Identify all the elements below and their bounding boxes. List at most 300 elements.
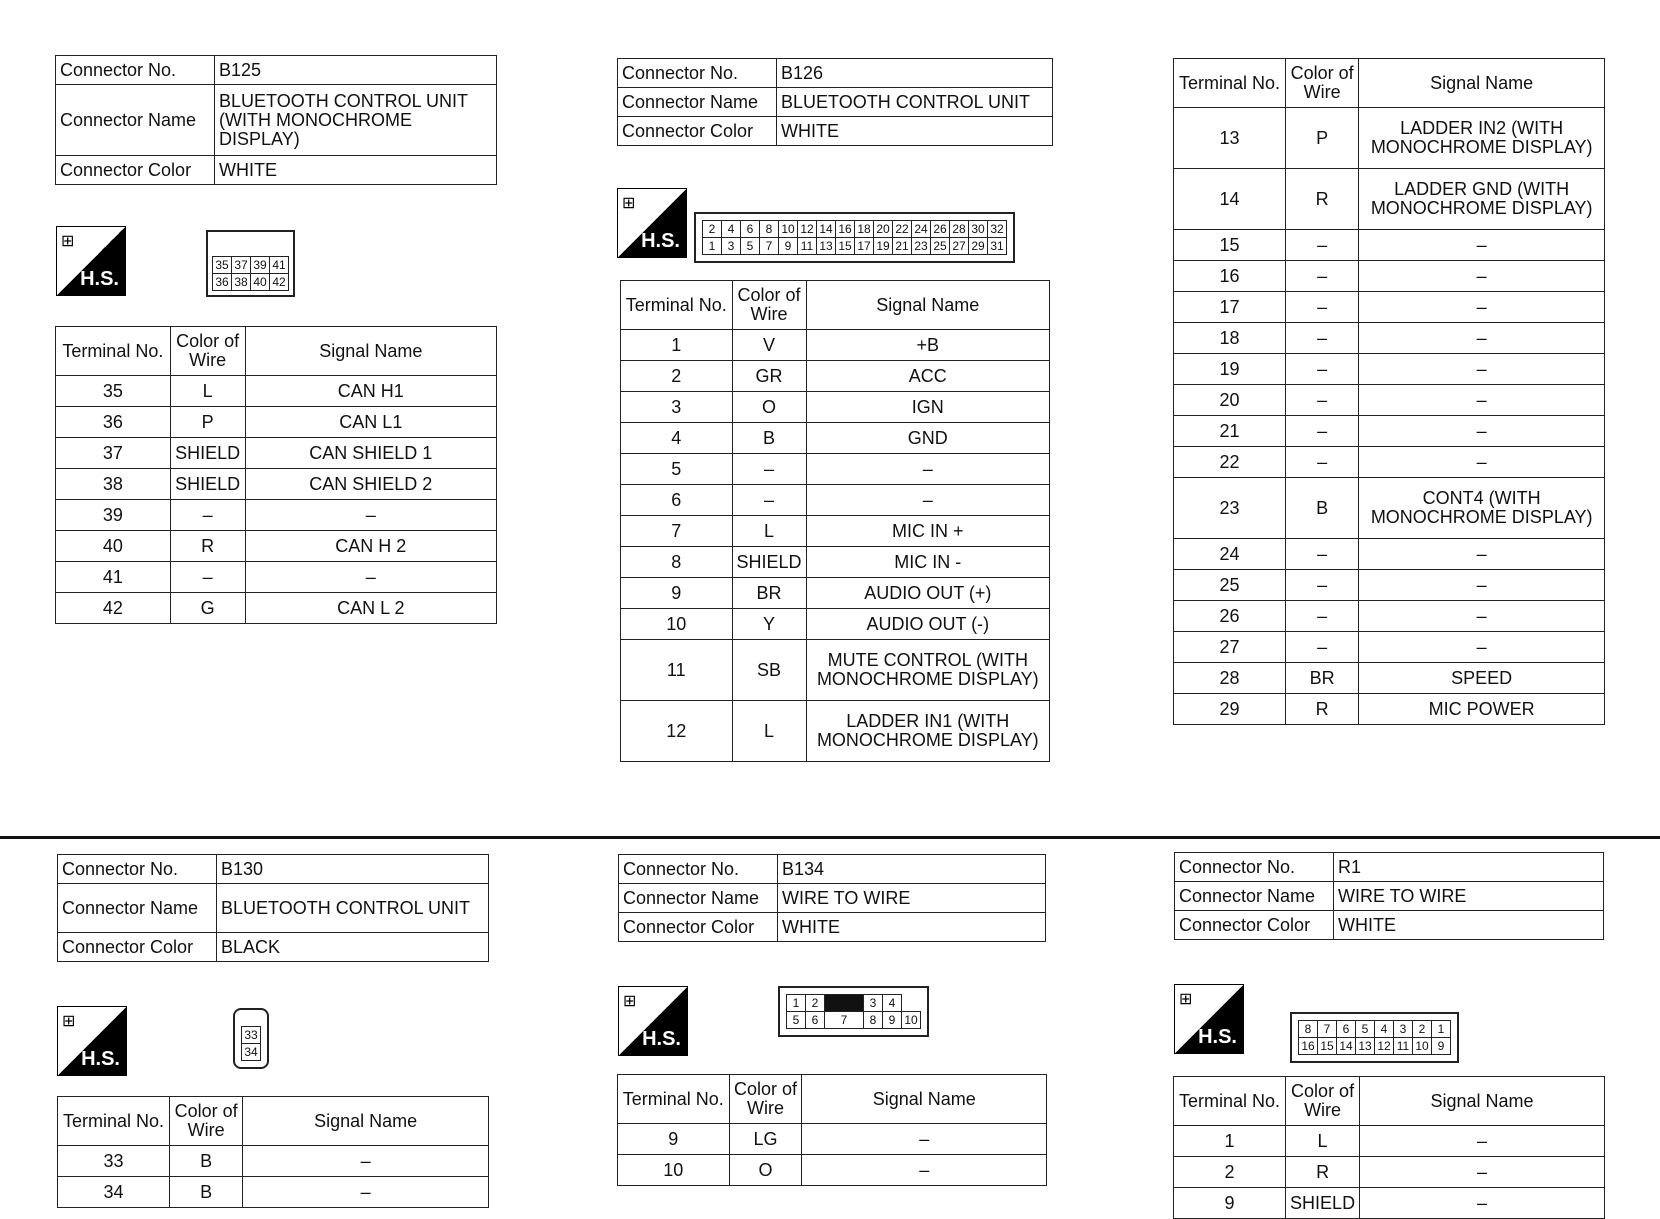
pin-cell: 17 <box>855 238 874 255</box>
label-connector-name: Connector Name <box>1175 882 1334 911</box>
pin-row-top <box>703 221 1007 238</box>
pin-cell: 8 <box>864 1012 883 1029</box>
table-row <box>1174 385 1605 416</box>
wire-color-cell: – <box>732 485 806 516</box>
wire-color-cell: – <box>1286 354 1359 385</box>
header-terminal-no: Terminal No. <box>56 327 171 376</box>
terminal-no-cell: 24 <box>1174 539 1286 570</box>
terminal-no-cell: 26 <box>1174 601 1286 632</box>
label-connector-no: Connector No. <box>618 59 777 88</box>
pin-cell: 32 <box>988 221 1007 238</box>
header-color-of-wire: Color of Wire <box>732 281 806 330</box>
pin-cell: 23 <box>912 238 931 255</box>
table-row <box>621 640 1050 701</box>
terminal-no-cell: 9 <box>1174 1188 1286 1219</box>
pin-cell: 8 <box>760 221 779 238</box>
terminal-no-cell: 1 <box>621 330 733 361</box>
pin-cell: 8 <box>1299 1021 1318 1038</box>
signal-name-cell: LADDER IN2 (WITH MONOCHROME DISPLAY) <box>1359 108 1605 169</box>
connector-face-b130 <box>233 1008 269 1069</box>
label-connector-color: Connector Color <box>56 156 215 185</box>
pin-cell: 26 <box>931 221 950 238</box>
table-header-row <box>56 327 497 376</box>
table-header-row <box>1174 1077 1605 1126</box>
hs-label: H.S. <box>81 1048 120 1070</box>
connector-face-r1 <box>1290 1012 1459 1063</box>
pin-cell: 13 <box>1356 1038 1375 1055</box>
terminal-no-cell: 20 <box>1174 385 1286 416</box>
table-row <box>621 330 1050 361</box>
pin-cell: 33 <box>242 1027 261 1044</box>
pin-cell: 10 <box>1413 1038 1432 1055</box>
connector-b125-info <box>55 55 497 185</box>
wire-color-cell: P <box>170 407 245 438</box>
signal-name-cell: – <box>1359 570 1605 601</box>
connector-name-value: BLUETOOTH CONTROL UNIT <box>777 88 1053 117</box>
header-color-of-wire: Color of Wire <box>1286 59 1359 108</box>
connector-r1-info <box>1174 852 1604 940</box>
pin-cell: 30 <box>969 221 988 238</box>
wire-color-cell: – <box>1286 447 1359 478</box>
pin-cell: 40 <box>251 274 270 291</box>
terminal-no-cell: 3 <box>621 392 733 423</box>
connector-face-b125 <box>206 230 295 297</box>
table-row <box>56 531 497 562</box>
header-terminal-no: Terminal No. <box>58 1097 170 1146</box>
pin-cell: 37 <box>232 257 251 274</box>
pin-row-bottom <box>213 274 289 291</box>
signal-name-cell: – <box>1360 1157 1605 1188</box>
signal-name-cell: CAN L1 <box>245 407 496 438</box>
terminal-no-cell: 5 <box>621 454 733 485</box>
wire-color-cell: B <box>170 1146 243 1177</box>
pin-cell: 25 <box>931 238 950 255</box>
connector-glyph-icon: ⊞ <box>622 195 636 212</box>
wire-color-cell: – <box>1286 230 1359 261</box>
header-terminal-no: Terminal No. <box>1174 1077 1286 1126</box>
signal-name-cell: ACC <box>806 361 1049 392</box>
signal-name-cell: CAN L 2 <box>245 593 496 624</box>
wire-color-cell: BR <box>732 578 806 609</box>
signal-name-cell: – <box>1359 601 1605 632</box>
wire-color-cell: – <box>1286 632 1359 663</box>
connector-b134-info <box>618 854 1046 942</box>
pin-cell: 4 <box>883 995 902 1012</box>
wire-color-cell: L <box>732 701 806 762</box>
terminal-no-cell: 8 <box>621 547 733 578</box>
signal-name-cell: – <box>1359 416 1605 447</box>
wire-color-cell: – <box>170 562 245 593</box>
signal-name-cell: – <box>802 1124 1047 1155</box>
connector-glyph-icon: ⊞ <box>1179 991 1193 1008</box>
table-row <box>56 593 497 624</box>
label-connector-no: Connector No. <box>619 855 778 884</box>
table-row <box>621 609 1050 640</box>
table-row <box>621 701 1050 762</box>
pin-cell: 16 <box>836 221 855 238</box>
wire-color-cell: O <box>729 1155 802 1186</box>
table-row <box>1174 478 1605 539</box>
pin-cell: 12 <box>798 221 817 238</box>
connector-name-value: WIRE TO WIRE <box>778 884 1046 913</box>
pin-cell: 3 <box>864 995 883 1012</box>
pin-row-bottom <box>703 238 1007 255</box>
terminal-no-cell: 41 <box>56 562 171 593</box>
harness-side-icon <box>56 226 126 296</box>
table-row <box>56 469 497 500</box>
signal-name-cell: – <box>245 500 496 531</box>
terminal-table-r1 <box>1173 1076 1605 1219</box>
terminal-no-cell: 11 <box>621 640 733 701</box>
connector-no-value: B130 <box>217 855 489 884</box>
hs-label: H.S. <box>641 230 680 252</box>
signal-name-cell: – <box>1359 539 1605 570</box>
wire-color-cell: P <box>1286 108 1359 169</box>
signal-name-cell: CAN SHIELD 1 <box>245 438 496 469</box>
header-signal-name: Signal Name <box>1359 59 1605 108</box>
connector-color-value: WHITE <box>778 913 1046 942</box>
table-row <box>56 407 497 438</box>
pin-cell: 29 <box>969 238 988 255</box>
connector-face-b134 <box>778 986 929 1037</box>
pin-cell: 31 <box>988 238 1007 255</box>
table-row <box>1174 694 1605 725</box>
pin-cell: 28 <box>950 221 969 238</box>
header-color-of-wire: Color of Wire <box>1286 1077 1360 1126</box>
terminal-no-cell: 6 <box>621 485 733 516</box>
terminal-no-cell: 4 <box>621 423 733 454</box>
table-row <box>621 423 1050 454</box>
terminal-table-b126-cont <box>1173 58 1605 725</box>
table-row <box>1174 632 1605 663</box>
table-row <box>58 1146 489 1177</box>
pin-cell: 2 <box>806 995 825 1012</box>
header-signal-name: Signal Name <box>1360 1077 1605 1126</box>
table-row <box>621 516 1050 547</box>
pin-cell: 2 <box>703 221 722 238</box>
terminal-no-cell: 21 <box>1174 416 1286 447</box>
signal-name-cell: – <box>806 485 1049 516</box>
label-connector-no: Connector No. <box>1175 853 1334 882</box>
terminal-no-cell: 29 <box>1174 694 1286 725</box>
wire-color-cell: – <box>1286 601 1359 632</box>
wire-color-cell: – <box>170 500 245 531</box>
connector-b130-info <box>57 854 489 962</box>
pin-cell: 5 <box>787 1012 806 1029</box>
section-divider <box>0 836 1660 839</box>
terminal-no-cell: 17 <box>1174 292 1286 323</box>
wire-color-cell: G <box>170 593 245 624</box>
wire-color-cell: R <box>1286 1157 1360 1188</box>
table-row <box>56 376 497 407</box>
terminal-no-cell: 9 <box>618 1124 730 1155</box>
signal-name-cell: – <box>1359 230 1605 261</box>
pin-cell: 10 <box>902 1012 921 1029</box>
signal-name-cell: – <box>1359 447 1605 478</box>
wire-color-cell: – <box>1286 570 1359 601</box>
pin-row-top <box>787 995 921 1012</box>
connector-name-value: WIRE TO WIRE <box>1334 882 1604 911</box>
pin-cell: 12 <box>1375 1038 1394 1055</box>
table-header-row <box>618 1075 1047 1124</box>
terminal-no-cell: 13 <box>1174 108 1286 169</box>
connector-glyph-icon: ⊞ <box>61 233 75 250</box>
label-connector-name: Connector Name <box>618 88 777 117</box>
terminal-no-cell: 19 <box>1174 354 1286 385</box>
wire-color-cell: SHIELD <box>170 469 245 500</box>
pin-cell: 15 <box>1318 1038 1337 1055</box>
harness-side-icon <box>1174 984 1244 1054</box>
wire-color-cell: L <box>1286 1126 1360 1157</box>
table-row <box>1174 539 1605 570</box>
terminal-table-b126 <box>620 280 1050 762</box>
pin-cell: 38 <box>232 274 251 291</box>
pin-row-top <box>242 1027 261 1044</box>
connector-no-value: B126 <box>777 59 1053 88</box>
pin-cell: 7 <box>825 1012 864 1029</box>
signal-name-cell: AUDIO OUT (+) <box>806 578 1049 609</box>
label-connector-no: Connector No. <box>58 855 217 884</box>
connector-face-b126 <box>694 212 1015 263</box>
pin-cell: 1 <box>703 238 722 255</box>
pin-cell: 1 <box>1432 1021 1451 1038</box>
terminal-no-cell: 15 <box>1174 230 1286 261</box>
table-row <box>618 1155 1047 1186</box>
signal-name-cell: +B <box>806 330 1049 361</box>
label-connector-color: Connector Color <box>619 913 778 942</box>
terminal-no-cell: 35 <box>56 376 171 407</box>
signal-name-cell: – <box>806 454 1049 485</box>
pin-cell: 35 <box>213 257 232 274</box>
wire-color-cell: LG <box>729 1124 802 1155</box>
connector-color-value: WHITE <box>1334 911 1604 940</box>
header-signal-name: Signal Name <box>806 281 1049 330</box>
signal-name-cell: – <box>1359 632 1605 663</box>
pin-cell: 6 <box>1337 1021 1356 1038</box>
terminal-no-cell: 12 <box>621 701 733 762</box>
connector-no-value: B134 <box>778 855 1046 884</box>
terminal-no-cell: 28 <box>1174 663 1286 694</box>
pin-row-top <box>213 257 289 274</box>
signal-name-cell: MUTE CONTROL (WITH MONOCHROME DISPLAY) <box>806 640 1049 701</box>
table-row <box>1174 261 1605 292</box>
terminal-table-b125 <box>55 326 497 624</box>
wire-color-cell: SHIELD <box>170 438 245 469</box>
terminal-no-cell: 33 <box>58 1146 170 1177</box>
pin-cell: 14 <box>1337 1038 1356 1055</box>
pin-cell: 16 <box>1299 1038 1318 1055</box>
wire-color-cell: – <box>1286 539 1359 570</box>
connector-no-value: R1 <box>1334 853 1604 882</box>
wire-color-cell: Y <box>732 609 806 640</box>
terminal-no-cell: 40 <box>56 531 171 562</box>
table-row <box>1174 292 1605 323</box>
wire-color-cell: SHIELD <box>732 547 806 578</box>
table-row <box>621 392 1050 423</box>
wire-color-cell: SB <box>732 640 806 701</box>
connector-no-value: B125 <box>215 56 497 85</box>
pin-cell: 11 <box>798 238 817 255</box>
table-header-row <box>1174 59 1605 108</box>
terminal-no-cell: 18 <box>1174 323 1286 354</box>
label-connector-name: Connector Name <box>56 85 215 156</box>
pin-cell: 18 <box>855 221 874 238</box>
connector-b126-info <box>617 58 1053 146</box>
pin-cell: 3 <box>1394 1021 1413 1038</box>
table-row <box>56 500 497 531</box>
signal-name-cell: – <box>243 1146 489 1177</box>
terminal-no-cell: 22 <box>1174 447 1286 478</box>
label-connector-no: Connector No. <box>56 56 215 85</box>
table-row <box>56 562 497 593</box>
pin-cell: 42 <box>270 274 289 291</box>
pin-cell: 6 <box>806 1012 825 1029</box>
signal-name-cell: CAN SHIELD 2 <box>245 469 496 500</box>
wire-color-cell: – <box>1286 385 1359 416</box>
wire-color-cell: – <box>1286 323 1359 354</box>
signal-name-cell: MIC IN + <box>806 516 1049 547</box>
header-signal-name: Signal Name <box>802 1075 1047 1124</box>
signal-name-cell: – <box>1359 385 1605 416</box>
hs-label: H.S. <box>80 268 119 290</box>
signal-name-cell: MIC POWER <box>1359 694 1605 725</box>
harness-side-icon <box>618 986 688 1056</box>
terminal-no-cell: 10 <box>618 1155 730 1186</box>
wire-color-cell: B <box>170 1177 243 1208</box>
connector-name-value: BLUETOOTH CONTROL UNIT <box>217 884 489 933</box>
table-row <box>1174 601 1605 632</box>
signal-name-cell: – <box>243 1177 489 1208</box>
header-terminal-no: Terminal No. <box>1174 59 1286 108</box>
terminal-no-cell: 14 <box>1174 169 1286 230</box>
header-color-of-wire: Color of Wire <box>729 1075 802 1124</box>
label-connector-color: Connector Color <box>1175 911 1334 940</box>
pin-cell: 20 <box>874 221 893 238</box>
pin-cell: 10 <box>779 221 798 238</box>
pin-cell: 22 <box>893 221 912 238</box>
wire-color-cell: V <box>732 330 806 361</box>
pin-cell: 19 <box>874 238 893 255</box>
terminal-no-cell: 1 <box>1174 1126 1286 1157</box>
table-row <box>1174 447 1605 478</box>
header-signal-name: Signal Name <box>243 1097 489 1146</box>
wire-color-cell: R <box>1286 169 1359 230</box>
pin-cell: 11 <box>1394 1038 1413 1055</box>
table-row <box>1174 354 1605 385</box>
wire-color-cell: BR <box>1286 663 1359 694</box>
pin-cell: 7 <box>760 238 779 255</box>
signal-name-cell: – <box>245 562 496 593</box>
table-row <box>1174 108 1605 169</box>
header-signal-name: Signal Name <box>245 327 496 376</box>
signal-name-cell: SPEED <box>1359 663 1605 694</box>
pin-cell: 15 <box>836 238 855 255</box>
terminal-table-b134 <box>617 1074 1047 1186</box>
terminal-no-cell: 23 <box>1174 478 1286 539</box>
label-connector-name: Connector Name <box>58 884 217 933</box>
pin-cell: 5 <box>741 238 760 255</box>
terminal-no-cell: 36 <box>56 407 171 438</box>
hs-label: H.S. <box>642 1028 681 1050</box>
table-row <box>1174 1157 1605 1188</box>
terminal-no-cell: 2 <box>621 361 733 392</box>
table-row <box>621 578 1050 609</box>
table-row <box>1174 570 1605 601</box>
table-row <box>1174 663 1605 694</box>
pin-cell: 2 <box>1413 1021 1432 1038</box>
pin-cell: 24 <box>912 221 931 238</box>
table-row <box>56 438 497 469</box>
pin-key-block <box>825 995 864 1012</box>
terminal-no-cell: 10 <box>621 609 733 640</box>
signal-name-cell: – <box>1359 261 1605 292</box>
terminal-no-cell: 9 <box>621 578 733 609</box>
wire-color-cell: SHIELD <box>1286 1188 1360 1219</box>
pin-row-top <box>1299 1021 1451 1038</box>
label-connector-color: Connector Color <box>58 933 217 962</box>
pin-cell: 21 <box>893 238 912 255</box>
table-row <box>1174 1188 1605 1219</box>
wire-color-cell: – <box>732 454 806 485</box>
pin-cell: 14 <box>817 221 836 238</box>
pin-cell: 34 <box>242 1044 261 1061</box>
wire-color-cell: O <box>732 392 806 423</box>
harness-side-icon <box>617 188 687 258</box>
connector-name-value: BLUETOOTH CONTROL UNIT (WITH MONOCHROME DISPLAY) <box>215 85 497 156</box>
terminal-no-cell: 25 <box>1174 570 1286 601</box>
pin-cell: 6 <box>741 221 760 238</box>
signal-name-cell: – <box>802 1155 1047 1186</box>
pin-cell: 4 <box>1375 1021 1394 1038</box>
wire-color-cell: – <box>1286 416 1359 447</box>
signal-name-cell: – <box>1359 323 1605 354</box>
signal-name-cell: IGN <box>806 392 1049 423</box>
header-terminal-no: Terminal No. <box>621 281 733 330</box>
signal-name-cell: CAN H 2 <box>245 531 496 562</box>
signal-name-cell: AUDIO OUT (-) <box>806 609 1049 640</box>
wire-color-cell: B <box>732 423 806 454</box>
harness-side-icon <box>57 1006 127 1076</box>
table-row <box>58 1177 489 1208</box>
pin-cell: 7 <box>1318 1021 1337 1038</box>
label-connector-color: Connector Color <box>618 117 777 146</box>
connector-glyph-icon: ⊞ <box>623 993 637 1010</box>
wire-color-cell: L <box>732 516 806 547</box>
pin-row-bottom <box>242 1044 261 1061</box>
terminal-no-cell: 42 <box>56 593 171 624</box>
signal-name-cell: LADDER IN1 (WITH MONOCHROME DISPLAY) <box>806 701 1049 762</box>
wire-color-cell: L <box>170 376 245 407</box>
signal-name-cell: – <box>1360 1126 1605 1157</box>
terminal-no-cell: 16 <box>1174 261 1286 292</box>
pin-cell: 39 <box>251 257 270 274</box>
signal-name-cell: GND <box>806 423 1049 454</box>
table-header-row <box>58 1097 489 1146</box>
signal-name-cell: – <box>1359 292 1605 323</box>
signal-name-cell: CONT4 (WITH MONOCHROME DISPLAY) <box>1359 478 1605 539</box>
wire-color-cell: B <box>1286 478 1359 539</box>
wire-color-cell: GR <box>732 361 806 392</box>
pin-cell: 1 <box>787 995 806 1012</box>
table-row <box>1174 230 1605 261</box>
terminal-no-cell: 37 <box>56 438 171 469</box>
table-row <box>621 547 1050 578</box>
hs-label: H.S. <box>1198 1026 1237 1048</box>
pin-cell: 13 <box>817 238 836 255</box>
pin-cell: 3 <box>722 238 741 255</box>
connector-color-value: WHITE <box>777 117 1053 146</box>
pin-cell: 9 <box>1432 1038 1451 1055</box>
